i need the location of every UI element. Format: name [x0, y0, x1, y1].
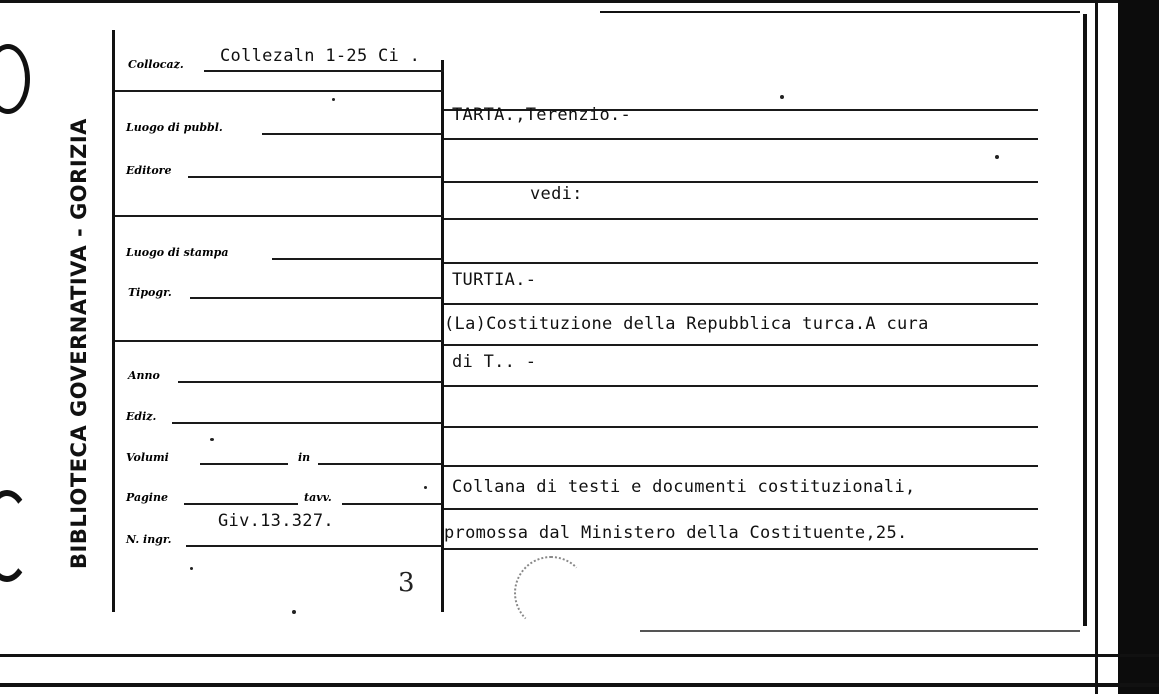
speck	[995, 155, 999, 159]
typed-title-line-1: (La)Costituzione della Repubblica turca.A cura	[444, 314, 929, 334]
right-line-12	[444, 548, 1038, 550]
label-volumi: Volumi	[126, 451, 169, 464]
typed-see: vedi:	[530, 184, 583, 204]
typed-series-line-1: Collana di testi e documenti costituzionali,	[452, 477, 916, 497]
right-shadow-line	[1095, 0, 1098, 694]
punch-mark-bottom	[0, 490, 32, 582]
line-ediz	[172, 422, 442, 424]
bottom-card-edge	[640, 630, 1080, 632]
right-line-4	[444, 218, 1038, 220]
right-line-5	[444, 262, 1038, 264]
speck	[332, 98, 335, 101]
typed-subject: TURTIA.-	[452, 270, 537, 290]
divider-before-anno	[115, 340, 443, 342]
line-luogo-pubbl	[262, 133, 442, 135]
line-editore	[188, 176, 442, 178]
line-tavv	[342, 503, 442, 505]
typed-collocazione: Collezaln 1-25 Ci .	[220, 46, 421, 66]
label-tavv: tavv.	[304, 491, 332, 504]
right-line-10	[444, 465, 1038, 467]
typed-author: TARTA.,Terenzio.-	[452, 105, 632, 125]
line-n-ingr	[186, 545, 442, 547]
speck	[424, 486, 427, 489]
right-line-2	[444, 138, 1038, 140]
pencil-mark: 3	[398, 568, 415, 598]
punch-mark-top	[0, 44, 30, 114]
label-luogo-stampa: Luogo di stampa	[126, 246, 229, 259]
line-tipogr	[190, 297, 442, 299]
faint-stamp	[514, 556, 588, 630]
line-collocaz	[204, 70, 444, 72]
typed-series-line-2: promossa dal Ministero della Costituente,25.	[444, 523, 908, 543]
label-pagine: Pagine	[126, 491, 168, 504]
label-ediz: Ediz.	[126, 410, 157, 423]
top-edge	[0, 0, 1159, 3]
right-dark-strip	[1118, 0, 1159, 694]
label-luogo-pubbl: Luogo di pubbl.	[126, 121, 223, 134]
speck	[780, 95, 784, 99]
card-top-border	[600, 11, 1080, 13]
left-vertical-rule	[112, 30, 115, 612]
speck	[210, 438, 214, 441]
speck	[292, 610, 296, 614]
divider-after-collocaz	[115, 90, 443, 92]
line-anno	[178, 381, 442, 383]
label-anno: Anno	[128, 369, 160, 382]
typed-title-line-2: di T.. -	[452, 352, 537, 372]
right-line-8	[444, 385, 1038, 387]
speck	[190, 567, 193, 570]
library-spine-label: BIBLIOTECA GOVERNATIVA - GORIZIA	[67, 118, 91, 569]
label-in: in	[298, 451, 311, 464]
line-volumi	[200, 463, 288, 465]
bottom-edge-1	[0, 654, 1159, 657]
right-line-11	[444, 508, 1038, 510]
label-n-ingr: N. ingr.	[126, 533, 172, 546]
right-line-7	[444, 344, 1038, 346]
line-luogo-stampa	[272, 258, 442, 260]
label-editore: Editore	[126, 164, 172, 177]
right-line-6	[444, 303, 1038, 305]
bottom-edge-2	[0, 683, 1159, 687]
line-in	[318, 463, 442, 465]
right-line-3	[444, 181, 1038, 183]
right-line-9	[444, 426, 1038, 428]
line-pagine	[184, 503, 298, 505]
typed-inventory-number: Giv.13.327.	[218, 511, 334, 531]
divider-before-stampa	[115, 215, 443, 217]
label-collocaz: Collocaz.	[128, 58, 184, 71]
card-right-border	[1083, 14, 1087, 626]
label-tipogr: Tipogr.	[128, 286, 172, 299]
